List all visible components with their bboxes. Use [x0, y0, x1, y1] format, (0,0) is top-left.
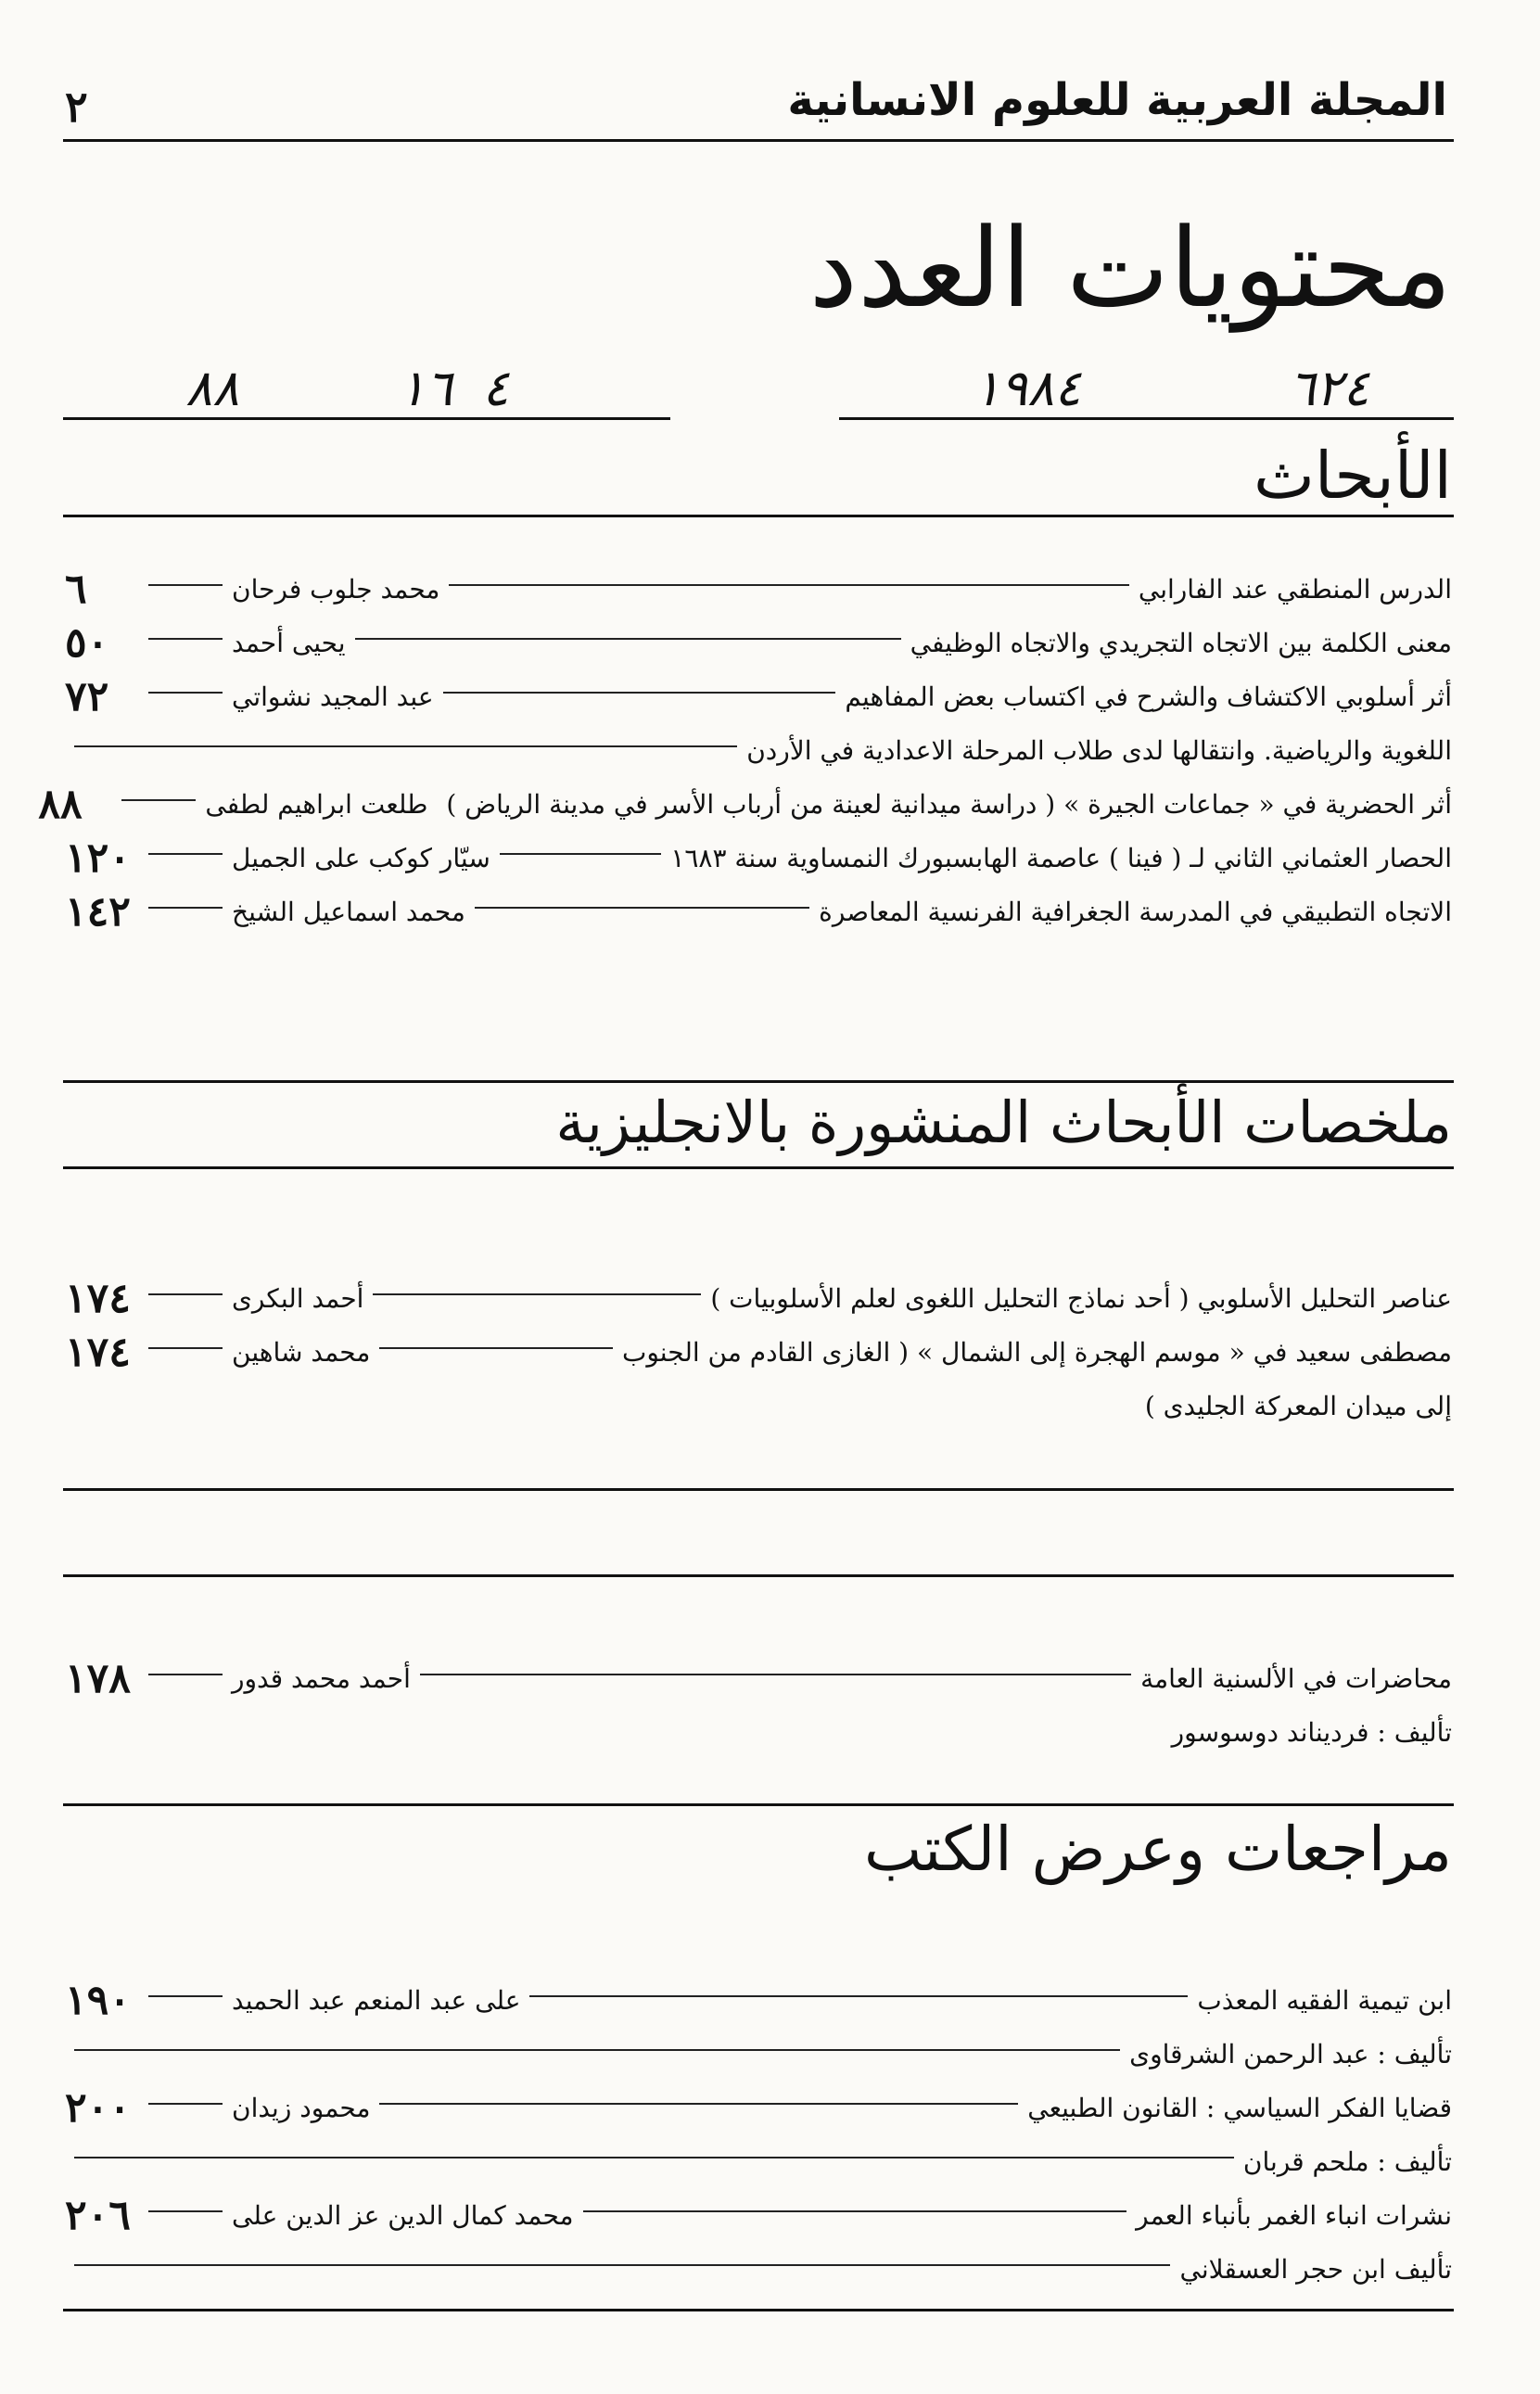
leader-line — [148, 1293, 223, 1295]
entry-author: محمد اسماعيل الشيخ — [232, 896, 465, 927]
handwritten-pages: ٨٨ — [185, 359, 240, 417]
leader-line — [500, 853, 662, 855]
leader-line — [148, 853, 223, 855]
toc-entry-continued — [65, 1382, 1452, 1429]
entry-title: مصطفى سعيد في « موسم الهجرة إلى الشمال » ( الغازى القادم من الجنوب — [621, 1336, 1452, 1368]
leader-line — [583, 2210, 1127, 2212]
toc-entry — [65, 888, 1452, 935]
toc-entry — [65, 566, 1452, 612]
leader-line — [148, 2103, 223, 2105]
leader-line — [74, 745, 737, 747]
leader-line — [148, 692, 223, 694]
entry-title: معنى الكلمة بين الاتجاه التجريدي والاتجاه الوظيفي — [910, 627, 1452, 658]
entry-title: تأليف : عبد الرحمن الشرقاوى — [1129, 2038, 1452, 2069]
entry-page: ١٤٢ — [65, 887, 131, 936]
handwritten-volume: ١٦ — [399, 359, 453, 417]
entry-author: أحمد البكرى — [232, 1282, 364, 1314]
entry-title: اللغوية والرياضية. وانتقالها لدى طلاب المرحلة الاعدادية في الأردن — [746, 734, 1452, 766]
rule-right — [839, 417, 1454, 420]
toc-entry-continued — [65, 727, 1452, 773]
toc-entry-continued — [65, 2031, 1452, 2077]
toc-entry — [65, 834, 1452, 881]
section-title-english-abstracts: ملخصات الأبحاث المنشورة بالانجليزية — [555, 1089, 1452, 1156]
leader-line — [74, 2157, 1234, 2158]
leader-line — [121, 799, 196, 801]
leader-line — [148, 638, 223, 640]
entry-title: الحصار العثماني الثاني لـ ( فينا ) عاصمة الهابسبورك النمساوية سنة ١٦٨٣ — [670, 842, 1452, 873]
toc-entry — [65, 1977, 1452, 2023]
leader-line — [373, 1293, 701, 1295]
leader-line — [148, 2210, 223, 2212]
entry-title: قضايا الفكر السياسي : القانون الطبيعي — [1027, 2092, 1452, 2123]
entry-page: ٦ — [65, 565, 87, 613]
leader-line — [148, 1347, 223, 1349]
entry-page: ١٧٨ — [65, 1654, 131, 1702]
entry-author: محمد شاهين — [232, 1336, 371, 1368]
section-rule — [63, 1574, 1454, 1577]
entry-title: تأليف ابن حجر العسقلاني — [1179, 2253, 1452, 2285]
toc-entry-continued — [65, 2246, 1452, 2292]
section-rule — [63, 1080, 1454, 1083]
entry-title: أثر أسلوبي الاكتشاف والشرح في اكتساب بعض المفاهيم — [845, 681, 1452, 712]
section-title-research: الأبحاث — [1254, 438, 1452, 514]
entry-title: عناصر التحليل الأسلوبي ( أحد نماذج التحليل اللغوى لعلم الأسلوبيات ) — [710, 1282, 1452, 1314]
entry-page: ٥٠ — [65, 618, 109, 667]
entry-author: محمد جلوب فرحان — [232, 573, 440, 605]
leader-line — [529, 1995, 1188, 1997]
leader-line — [475, 907, 809, 909]
entry-page: ١٧٤ — [65, 1328, 131, 1376]
entry-author: محمد كمال الدين عز الدين على — [232, 2199, 574, 2231]
toc-entry — [65, 619, 1452, 666]
entry-page: ٢٠٠ — [65, 2083, 131, 2132]
footer-rule — [63, 2309, 1454, 2311]
leader-line — [420, 1674, 1131, 1675]
entry-title: تأليف : ملحم قربان — [1242, 2146, 1452, 2177]
entry-page: ١٧٤ — [65, 1274, 131, 1322]
entry-title: الاتجاه التطبيقي في المدرسة الجغرافية الفرنسية المعاصرة — [819, 896, 1452, 927]
entry-title: أثر الحضرية في « جماعات الجيرة » ( دراسة ميدانية لعينة من أرباب الأسر في مدينة الرياض ) — [446, 788, 1452, 820]
entry-title: الدرس المنطقي عند الفارابي — [1138, 573, 1452, 605]
leader-line — [449, 584, 1128, 586]
toc-entry — [65, 1655, 1452, 1701]
header-rule — [63, 139, 1454, 142]
toc-entry — [65, 1329, 1452, 1375]
toc-entry-continued — [65, 1709, 1452, 1755]
entry-author: يحيى أحمد — [232, 627, 346, 658]
entry-author: عبد المجيد نشواتي — [232, 681, 434, 712]
entry-title: نشرات انباء الغمر بأنباء العمر — [1136, 2199, 1452, 2231]
entry-page: ١٩٠ — [65, 1976, 131, 2024]
leader-line — [74, 2264, 1170, 2266]
handwritten-issue: ٤ — [482, 359, 510, 417]
entry-page: ٢٠٦ — [65, 2191, 131, 2239]
entry-author: طلعت ابراهيم لطفى — [205, 788, 428, 820]
handwritten-year: ١٩٨٤ — [974, 359, 1082, 417]
page-number: ٢ — [65, 82, 88, 132]
toc-entry — [65, 1275, 1452, 1321]
entry-author: سيّار كوكب على الجميل — [232, 842, 490, 873]
entry-title: محاضرات في الألسنية العامة — [1140, 1662, 1452, 1694]
entry-author: على عبد المنعم عبد الحميد — [232, 1984, 521, 2016]
section-rule — [63, 1803, 1454, 1806]
toc-entry — [65, 2192, 1452, 2238]
entry-author: أحمد محمد قدور — [232, 1662, 411, 1694]
entry-page: ١٢٠ — [65, 834, 131, 882]
leader-line — [148, 1674, 223, 1675]
page-title: محتويات العدد — [808, 204, 1452, 332]
leader-line — [148, 907, 223, 909]
leader-line — [148, 584, 223, 586]
leader-line — [148, 1995, 223, 1997]
leader-line — [443, 692, 836, 694]
entry-title: تأليف : فرديناند دوسوسور — [1171, 1716, 1452, 1748]
leader-line — [74, 2049, 1120, 2051]
handwritten-ref: ٦٢٤ — [1289, 359, 1370, 417]
leader-line — [379, 2103, 1018, 2105]
section-rule — [63, 515, 1454, 517]
toc-entry-continued — [65, 2138, 1452, 2184]
section-title-book-reviews: مراجعات وعرض الكتب — [863, 1814, 1452, 1885]
leader-line — [379, 1347, 613, 1349]
toc-entry — [38, 780, 1452, 828]
entry-author: محمود زيدان — [232, 2092, 371, 2123]
entry-page: ٧٢ — [65, 672, 109, 720]
rule-left — [63, 417, 670, 420]
leader-line — [355, 638, 901, 640]
toc-entry — [65, 2084, 1452, 2131]
section-rule — [63, 1488, 1454, 1491]
entry-title: ابن تيمية الفقيه المعذب — [1197, 1984, 1452, 2016]
toc-entry — [65, 673, 1452, 719]
section-rule — [63, 1166, 1454, 1169]
entry-title: إلى ميدان المعركة الجليدى ) — [1144, 1390, 1452, 1421]
journal-title: المجلة العربية للعلوم الانسانية — [787, 74, 1447, 126]
entry-page: ٨٨ — [38, 780, 83, 828]
